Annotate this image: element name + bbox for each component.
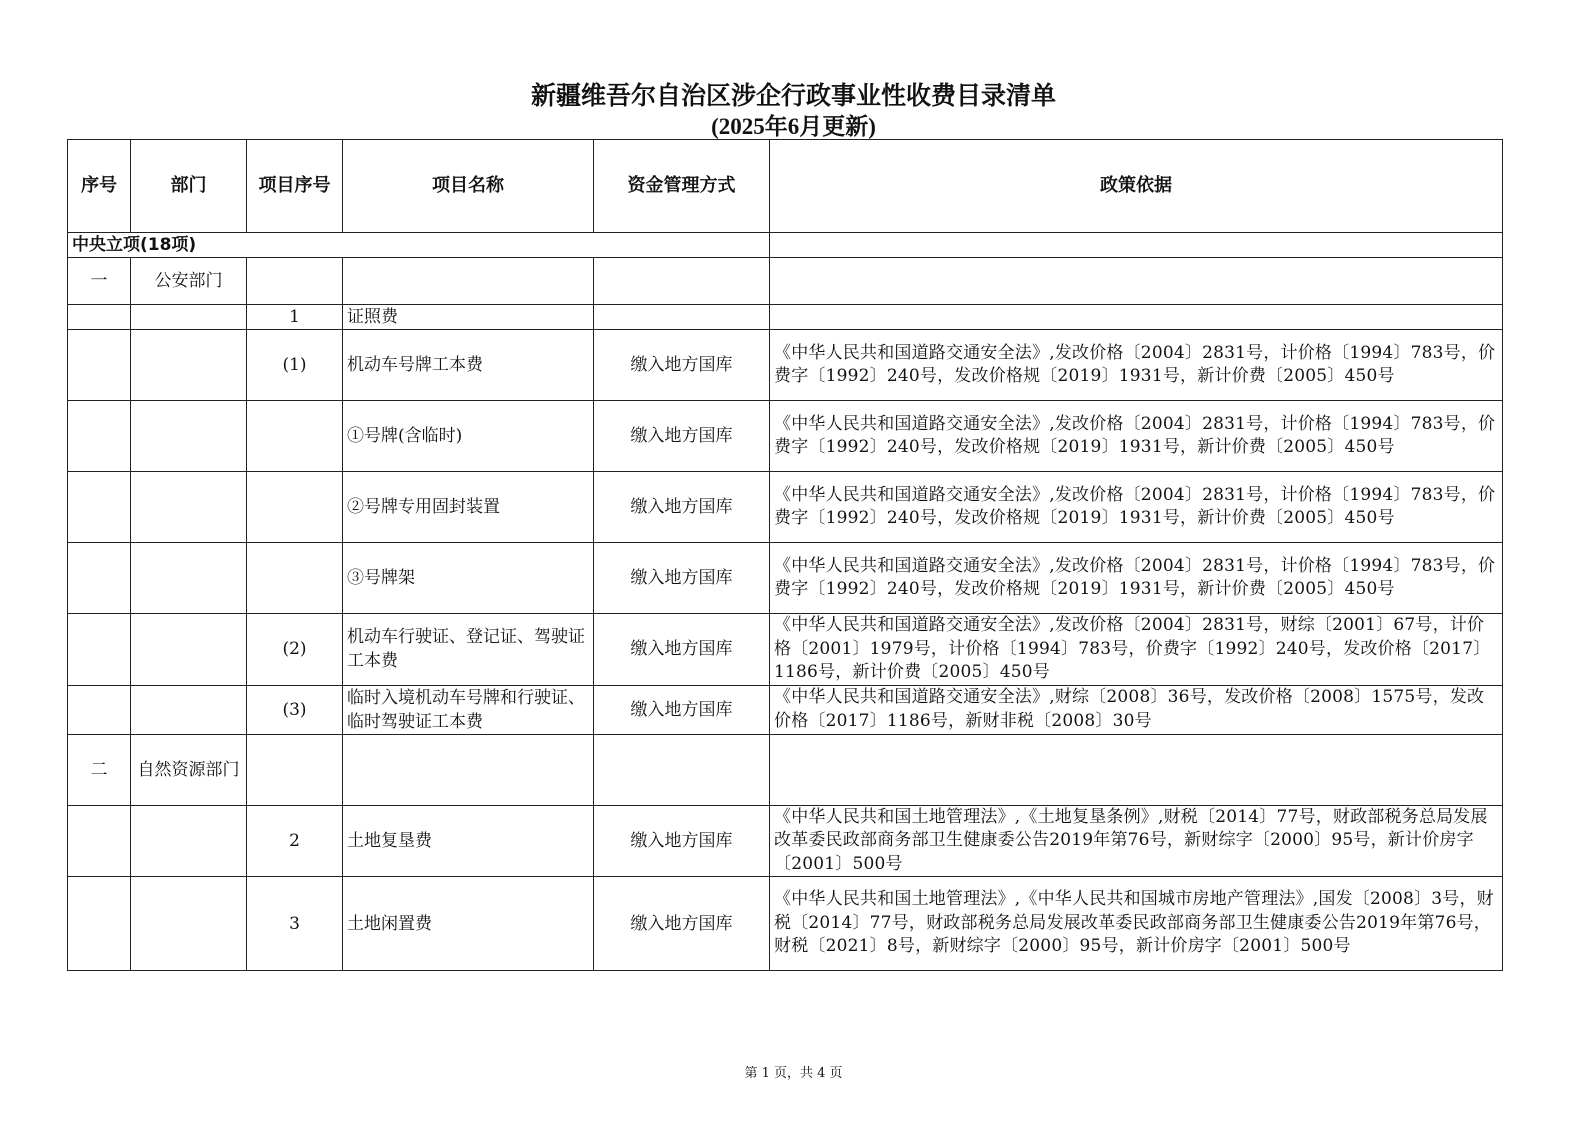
row-item-no <box>247 401 343 472</box>
row-item-no <box>247 258 343 305</box>
row-fund-mgmt: 缴入地方国库 <box>594 877 770 971</box>
row-item-no: (3) <box>247 685 343 734</box>
row-item-name: ③号牌架 <box>343 543 594 614</box>
row-fund-mgmt: 缴入地方国库 <box>594 472 770 543</box>
row-item-name: 土地闲置费 <box>343 877 594 971</box>
row-policy: 《中华人民共和国道路交通安全法》,财综〔2008〕36号，发改价格〔2008〕1575号，发改价格〔2017〕1186号，新财非税〔2008〕30号 <box>770 685 1503 734</box>
row-item-no: 2 <box>247 805 343 877</box>
row-item-no: 3 <box>247 877 343 971</box>
row-policy: 《中华人民共和国道路交通安全法》,发改价格〔2004〕2831号，计价格〔1994〕783号，价费字〔1992〕240号，发改价格规〔2019〕1931号，新计价费〔2005〕450号 <box>770 472 1503 543</box>
row-dept: 公安部门 <box>131 258 247 305</box>
page-footer: 第 1 页，共 4 页 <box>744 1066 843 1081</box>
row-seq <box>68 877 131 971</box>
row-fund-mgmt: 缴入地方国库 <box>594 330 770 401</box>
row-item-name: ①号牌(含临时) <box>343 401 594 472</box>
row-dept <box>131 877 247 971</box>
row-dept <box>131 330 247 401</box>
row-policy <box>770 734 1503 805</box>
row-seq <box>68 330 131 401</box>
row-policy: 《中华人民共和国土地管理法》,《中华人民共和国城市房地产管理法》,国发〔2008〕3号，财税〔2014〕77号，财政部税务总局发展改革委民政部商务部卫生健康委公告2019年第76号，财税〔2021〕8号，新财综字〔2000〕95号，新计价房字〔2001〕500号 <box>770 877 1503 971</box>
row-fund-mgmt: 缴入地方国库 <box>594 614 770 686</box>
row-fund-mgmt <box>594 305 770 330</box>
row-dept: 自然资源部门 <box>131 734 247 805</box>
row-item-no <box>247 734 343 805</box>
row-item-name: 临时入境机动车号牌和行驶证、临时驾驶证工本费 <box>343 685 594 734</box>
table-row <box>68 543 1503 614</box>
row-dept <box>131 472 247 543</box>
row-fund-mgmt: 缴入地方国库 <box>594 543 770 614</box>
row-item-name: 土地复垦费 <box>343 805 594 877</box>
row-seq <box>68 614 131 686</box>
header-item-no: 项目序号 <box>247 140 343 233</box>
row-dept <box>131 614 247 686</box>
table-row <box>68 305 1503 330</box>
header-policy: 政策依据 <box>770 140 1503 233</box>
row-seq: 一 <box>68 258 131 305</box>
row-policy: 《中华人民共和国道路交通安全法》,发改价格〔2004〕2831号，计价格〔1994〕783号，价费字〔1992〕240号，发改价格规〔2019〕1931号，新计价费〔2005〕450号 <box>770 330 1503 401</box>
header-seq: 序号 <box>68 140 131 233</box>
row-seq <box>68 401 131 472</box>
row-policy: 《中华人民共和国道路交通安全法》,发改价格〔2004〕2831号，财综〔2001〕67号，计价格〔2001〕1979号，计价格〔1994〕783号，价费字〔1992〕240号，发改价格〔2017〕1186号，新计价费〔2005〕450号 <box>770 614 1503 686</box>
row-fund-mgmt: 缴入地方国库 <box>594 401 770 472</box>
row-item-name <box>343 734 594 805</box>
row-item-name: ②号牌专用固封装置 <box>343 472 594 543</box>
row-policy: 《中华人民共和国土地管理法》,《土地复垦条例》,财税〔2014〕77号，财政部税务总局发展改革委民政部商务部卫生健康委公告2019年第76号，新财综字〔2000〕95号，新计价房字〔2001〕500号 <box>770 805 1503 877</box>
table-row <box>68 805 1503 877</box>
row-item-no: (2) <box>247 614 343 686</box>
row-seq <box>68 805 131 877</box>
section-label: 中央立项(18项) <box>68 233 770 258</box>
row-item-no <box>247 472 343 543</box>
row-dept <box>131 305 247 330</box>
row-fund-mgmt <box>594 258 770 305</box>
row-item-name: 机动车行驶证、登记证、驾驶证工本费 <box>343 614 594 686</box>
page-title: 新疆维吾尔自治区涉企行政事业性收费目录清单 <box>530 83 1056 110</box>
row-item-name: 机动车号牌工本费 <box>343 330 594 401</box>
row-item-name <box>343 258 594 305</box>
row-dept <box>131 805 247 877</box>
table-row <box>68 877 1503 971</box>
row-fund-mgmt: 缴入地方国库 <box>594 805 770 877</box>
row-item-no: 1 <box>247 305 343 330</box>
header-row <box>68 140 1503 233</box>
table-row <box>68 330 1503 401</box>
row-policy: 《中华人民共和国道路交通安全法》,发改价格〔2004〕2831号，计价格〔1994〕783号，价费字〔1992〕240号，发改价格规〔2019〕1931号，新计价费〔2005〕450号 <box>770 543 1503 614</box>
row-policy: 《中华人民共和国道路交通安全法》,发改价格〔2004〕2831号，计价格〔1994〕783号，价费字〔1992〕240号，发改价格规〔2019〕1931号，新计价费〔2005〕450号 <box>770 401 1503 472</box>
row-seq <box>68 305 131 330</box>
table-row <box>68 401 1503 472</box>
row-fund-mgmt: 缴入地方国库 <box>594 685 770 734</box>
table-row <box>68 685 1503 734</box>
row-seq <box>68 543 131 614</box>
table-row <box>68 614 1503 686</box>
page-subtitle: (2025年6月更新) <box>711 114 876 139</box>
header-fund-mgmt: 资金管理方式 <box>594 140 770 233</box>
header-dept: 部门 <box>131 140 247 233</box>
row-item-no: (1) <box>247 330 343 401</box>
fee-table <box>67 139 1503 971</box>
row-seq: 二 <box>68 734 131 805</box>
row-dept <box>131 685 247 734</box>
row-policy <box>770 258 1503 305</box>
table-row <box>68 472 1503 543</box>
row-fund-mgmt <box>594 734 770 805</box>
row-seq <box>68 472 131 543</box>
table-row <box>68 734 1503 805</box>
header-item-name: 项目名称 <box>343 140 594 233</box>
row-dept <box>131 543 247 614</box>
row-item-name: 证照费 <box>343 305 594 330</box>
row-dept <box>131 401 247 472</box>
row-seq <box>68 685 131 734</box>
section-row <box>68 233 1503 258</box>
table-row <box>68 258 1503 305</box>
row-policy <box>770 305 1503 330</box>
row-item-no <box>247 543 343 614</box>
